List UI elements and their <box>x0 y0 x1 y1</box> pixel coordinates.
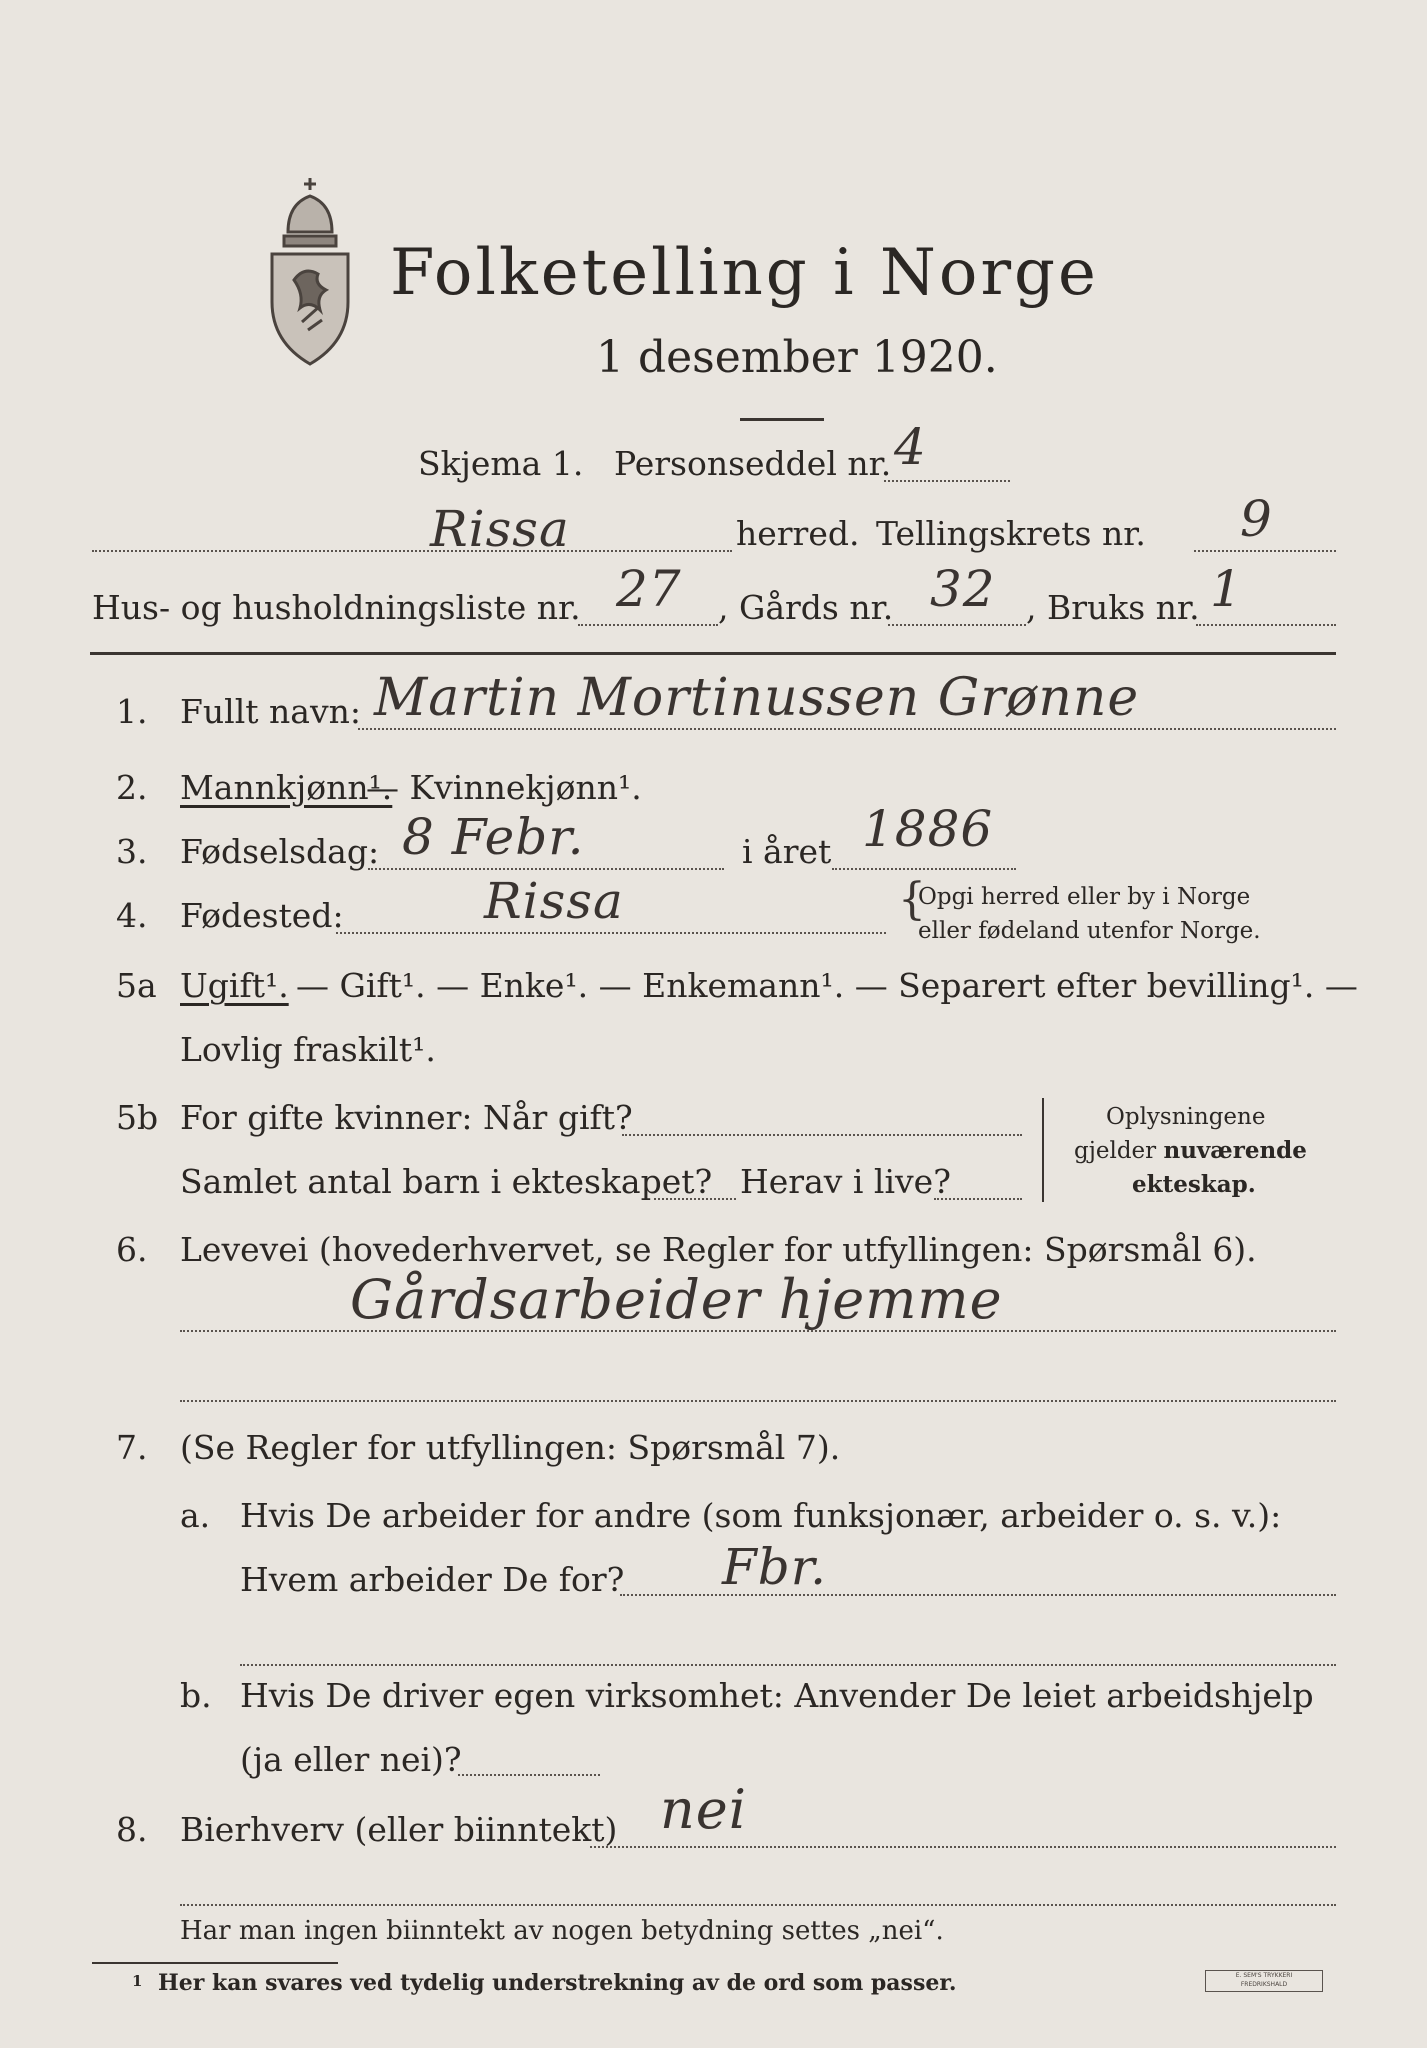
tellingskrets-value: 9 <box>1240 490 1273 548</box>
employer-field-line-2 <box>240 1664 1336 1666</box>
q4-number: 4. <box>116 896 148 935</box>
norwegian-coat-of-arms-icon <box>262 172 358 372</box>
q7-number: 7. <box>116 1428 148 1467</box>
alive-field-line <box>934 1198 1022 1200</box>
birthplace-value: Rissa <box>484 872 624 930</box>
q6-label: Levevei (hovederhvervet, se Regler for utfyllingen: Spørsmål 6). <box>180 1230 1257 1269</box>
q4-note-line2: eller fødeland utenfor Norge. <box>918 918 1261 944</box>
herred-label: herred. <box>736 514 860 553</box>
side-income-field-line-1 <box>590 1846 1336 1848</box>
birthday-field-line <box>368 868 724 870</box>
birth-year-value: 1886 <box>862 800 994 858</box>
q5b-note-bracket <box>1042 1098 1044 1202</box>
q1-label: Fullt navn: <box>180 692 361 731</box>
q5b-married-when-label: For gifte kvinner: Når gift? <box>180 1098 633 1137</box>
bruks-value: 1 <box>1210 560 1243 618</box>
census-date: 1 desember 1920. <box>596 332 998 383</box>
personseddel-label: Personseddel nr. <box>614 444 892 483</box>
herred-field-line <box>92 550 732 552</box>
q3-label: Fødselsdag: <box>180 832 380 871</box>
footnote-rule <box>92 1962 338 1964</box>
marital-other-options: — Gift¹. — Enke¹. — Enkemann¹. — Separert efter bevilling¹. — <box>296 966 1358 1005</box>
q7b-line1: Hvis De driver egen virksomhet: Anvender De leiet arbeidshjelp <box>240 1676 1314 1715</box>
husholdningsliste-value: 27 <box>616 560 682 618</box>
q5b-note-line3: ekteskap. <box>1132 1171 1256 1198</box>
bruks-field-line <box>1196 624 1336 626</box>
q4-note-line1: Opgi herred eller by i Norge <box>918 884 1251 910</box>
gender-male-option: Mannkjønn¹. <box>180 768 393 807</box>
occupation-field-line-1 <box>180 1330 1336 1332</box>
husholdningsliste-field-line <box>578 624 718 626</box>
q5b-note-line1: Oplysningene <box>1106 1104 1266 1130</box>
form-title: Folketelling i Norge <box>390 236 1099 310</box>
q7a-line2: Hvem arbeider De for? <box>240 1560 625 1599</box>
q5b-alive-label: Herav i live? <box>740 1162 951 1201</box>
marital-ugift-option: Ugift¹. <box>180 966 289 1005</box>
q8-number: 8. <box>116 1810 148 1849</box>
q7b-line2: (ja eller nei)? <box>240 1740 462 1779</box>
birthday-value: 8 Febr. <box>402 808 585 866</box>
birthplace-field-line <box>336 932 886 934</box>
q1-field-line <box>358 728 1336 730</box>
q4-label: Fødested: <box>180 896 344 935</box>
q7-label: (Se Regler for utfyllingen: Spørsmål 7). <box>180 1428 841 1467</box>
gards-value: 32 <box>930 560 996 618</box>
q2-number: 2. <box>116 768 148 807</box>
q7a-line1: Hvis De arbeider for andre (som funksjonær, arbeider o. s. v.): <box>240 1496 1282 1535</box>
q5b-children-label: Samlet antal barn i ekteskapet? <box>180 1162 713 1201</box>
married-when-field-line <box>622 1134 1022 1136</box>
q4-note-brace: { <box>898 874 926 925</box>
q7b-letter: b. <box>180 1676 212 1715</box>
q6-number: 6. <box>116 1230 148 1269</box>
q7a-letter: a. <box>180 1496 211 1535</box>
children-field-line <box>654 1198 736 1200</box>
occupation-field-line-2 <box>180 1400 1336 1402</box>
bruks-label: , Bruks nr. <box>1026 588 1200 627</box>
husholdningsliste-label: Hus- og husholdningsliste nr. <box>92 588 581 627</box>
birth-year-field-line <box>832 868 1016 870</box>
employer-value: Fbr. <box>722 1538 828 1596</box>
q5b-number: 5b <box>116 1098 159 1137</box>
tellingskrets-label: Tellingskrets nr. <box>876 514 1146 553</box>
gards-label: , Gårds nr. <box>718 588 894 627</box>
personseddel-field-line <box>884 480 1010 482</box>
side-income-value: nei <box>660 1778 748 1841</box>
side-income-field-line-2 <box>180 1904 1336 1906</box>
q8-label: Bierhverv (eller biinntekt) <box>180 1810 618 1849</box>
header-rule <box>90 652 1336 655</box>
title-divider <box>740 418 824 421</box>
hired-help-field-line <box>458 1774 600 1776</box>
q1-number: 1. <box>116 692 148 731</box>
footnote-mark: 1 <box>132 1972 143 1990</box>
printer-stamp: E. SEM'S TRYKKERI FREDRIKSHALD <box>1205 1970 1323 1992</box>
gender-female-option: — Kvinnekjønn¹. <box>366 768 642 807</box>
birth-year-label: i året <box>742 832 832 871</box>
skjema-label: Skjema 1. <box>418 444 584 483</box>
full-name-value: Martin Mortinussen Grønne <box>374 668 1140 728</box>
marital-fraskilt-option: Lovlig fraskilt¹. <box>180 1030 436 1069</box>
footnote-text: Her kan svares ved tydelig understrekning av de ord som passer. <box>158 1970 957 1996</box>
q5b-note-line2: gjelder nuværende <box>1074 1137 1307 1164</box>
nei-instruction: Har man ingen biinntekt av nogen betydning settes „nei“. <box>180 1916 944 1946</box>
q5a-number: 5a <box>116 966 157 1005</box>
q3-number: 3. <box>116 832 148 871</box>
occupation-value: Gårdsarbeider hjemme <box>350 1268 1003 1331</box>
tellingskrets-field-line <box>1194 550 1336 552</box>
herred-value: Rissa <box>430 500 570 558</box>
personseddel-value: 4 <box>894 418 927 476</box>
gards-field-line <box>888 624 1026 626</box>
